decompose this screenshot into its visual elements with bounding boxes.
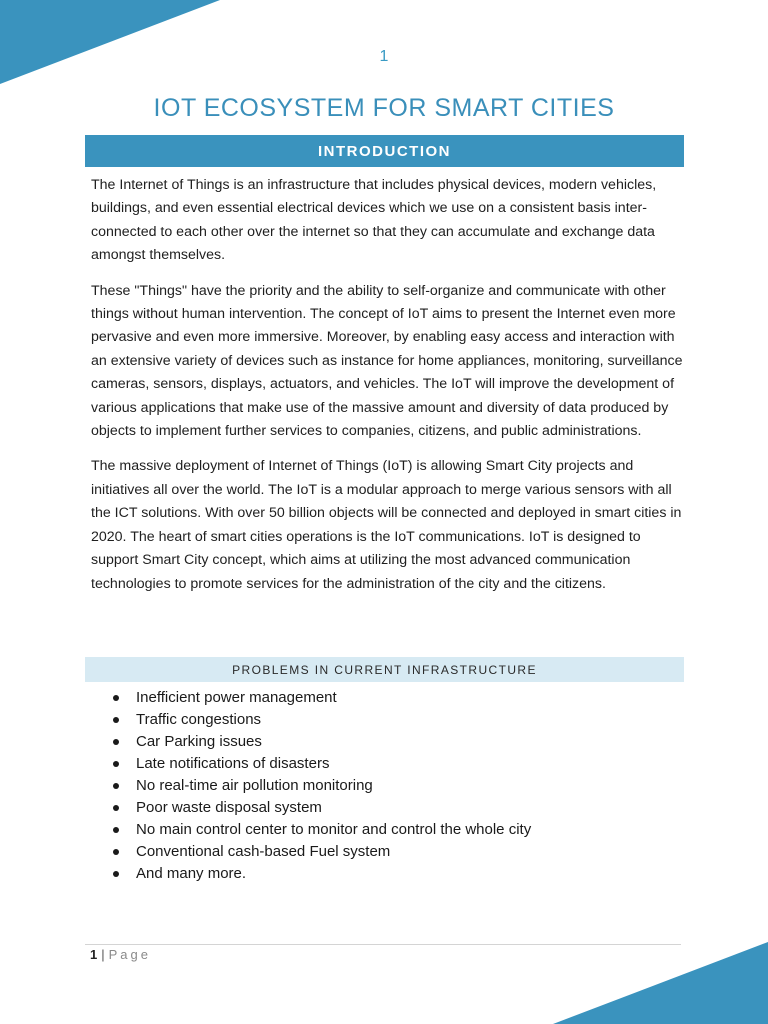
problems-heading: PROBLEMS IN CURRENT INFRASTRUCTURE	[85, 657, 684, 682]
footer-page-number: 1	[90, 947, 98, 962]
intro-paragraph-3: The massive deployment of Internet of Things (IoT) is allowing Smart City projects and initiatives all over the world. The IoT is a modular approach to merge various sensors with all the ICT solutions. With over 50 billion objects will be connected and deployed in smart cities in 2020. The heart of smart cities operations is the IoT communications. IoT is designed to support Smart City concept, which aims at utilizing the most advanced communication technologies to promote services for the administration of the city and the citizens.	[91, 458, 682, 592]
bullet-icon	[113, 871, 119, 877]
bullet-icon	[113, 849, 119, 855]
footer	[90, 947, 151, 962]
bullet-icon	[113, 717, 119, 723]
bullet-icon	[113, 739, 119, 745]
introduction-body	[91, 174, 686, 608]
bullet-icon	[113, 761, 119, 767]
problems-list	[113, 687, 531, 885]
bullet-icon	[113, 827, 119, 833]
corner-decoration-top-left	[0, 0, 220, 84]
list-item	[113, 709, 531, 731]
list-item-text: And many more.	[136, 865, 247, 882]
bullet-icon	[113, 805, 119, 811]
intro-paragraph-2: These "Things" have the priority and the ability to self-organize and communicate with other things without human intervention. The concept of IoT aims to present the Internet even more pervasive and even more immersive. Moreover, by enabling easy access and interaction with an extensive variety of devices such as instance for home appliances, monitoring, surveillance cameras, sensors, displays, actuators, and vehicles. The IoT will improve the development of various applications that make use of the massive amount and diversity of data produced by objects to implement further services to companies, citizens, and public administrations.	[91, 282, 683, 440]
footer-page-label: Page	[108, 947, 151, 962]
list-item	[113, 863, 531, 885]
list-item-text: Conventional cash-based Fuel system	[136, 843, 391, 860]
header-page-number: 1	[379, 48, 389, 65]
footer-separator: |	[101, 947, 105, 962]
list-item	[113, 753, 531, 775]
list-item-text: Car Parking issues	[136, 733, 262, 750]
list-item	[113, 731, 531, 753]
list-item	[113, 797, 531, 819]
list-item	[113, 819, 531, 841]
bullet-icon	[113, 783, 119, 789]
list-item	[113, 775, 531, 797]
list-item-text: No real-time air pollution monitoring	[136, 777, 373, 794]
intro-paragraph-1: The Internet of Things is an infrastructure that includes physical devices, modern vehicles, buildings, and even essential electrical devices which we use on a consistent basis inter-connected to each other over the internet so that they can accumulate and exchange data amongst themselves.	[91, 177, 657, 264]
introduction-heading: INTRODUCTION	[85, 135, 684, 167]
list-item	[113, 841, 531, 863]
list-item-text: Poor waste disposal system	[136, 799, 322, 816]
list-item-text: Late notifications of disasters	[136, 755, 330, 772]
corner-decoration-bottom-right	[553, 942, 768, 1024]
list-item-text: Inefficient power management	[136, 689, 337, 706]
list-item-text: No main control center to monitor and control the whole city	[136, 821, 532, 838]
list-item-text: Traffic congestions	[136, 711, 262, 728]
document-title: IOT ECOSYSTEM FOR SMART CITIES	[153, 94, 615, 122]
bullet-icon	[113, 695, 119, 701]
list-item	[113, 687, 531, 709]
footer-divider	[85, 944, 681, 945]
